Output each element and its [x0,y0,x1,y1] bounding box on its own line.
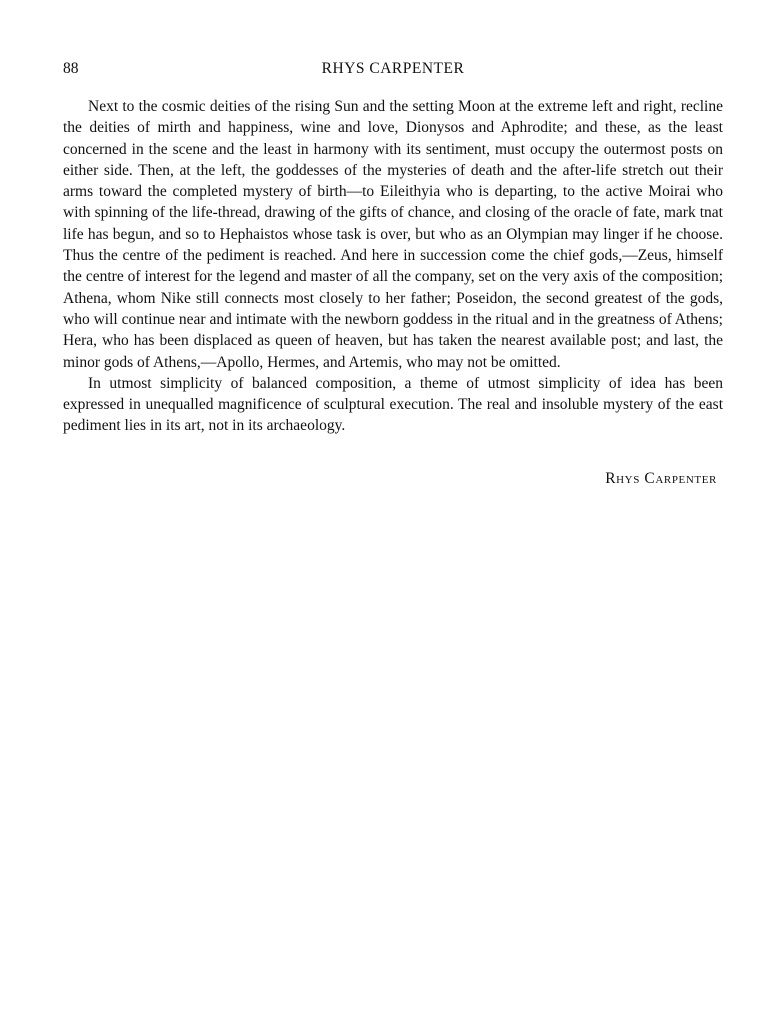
running-head-title: RHYS CARPENTER [321,60,465,77]
running-head [63,60,723,84]
body-text [63,96,723,437]
page [63,60,723,488]
author-signature: Rhys Carpenter [605,469,717,487]
paragraph: In utmost simplicity of balanced composition, a theme of utmost simplicity of idea has been expressed in unequalled magnificence of sculptural execution. The real and insoluble mystery of the east pediment lies in its art, not in its archaeology. [63,374,723,435]
paragraph: Next to the cosmic deities of the rising Sun and the setting Moon at the extreme left and right, recline the deities of mirth and happiness, wine and love, Dionysos and Aphrodite; and these, as the least concerned in the scene and the least in harmony with its sentiment, must occupy the outermost posts on either side. Then, at the left, the goddesses of the mysteries of death and the after-life stretch out their arms toward the completed mystery of birth—to Eileithyia who is departing, to the active Moirai who with spinning of the life-thread, drawing of the gifts of chance, and closing of the oracle of fate, mark tnat life has begun, and so to Hephaistos whose task is over, but who as an Olympian may linger if he choose. Thus the centre of the pediment is reached. And here in succession come the chief gods,—Zeus, himself the centre of interest for the legend and master of all the company, set on the very axis of the composition; Athena, whom Nike still connects most closely to her father; Poseidon, the second greatest of the gods, who will continue near and intimate with the newborn goddess in the ritual and in the greatness of Athens; Hera, who has been displaced as queen of heaven, but has taken the nearest available post; and last, the minor gods of Athens,—Apollo, Hermes, and Artemis, who may not be omitted. [63,98,723,371]
page-number: 88 [63,60,79,77]
